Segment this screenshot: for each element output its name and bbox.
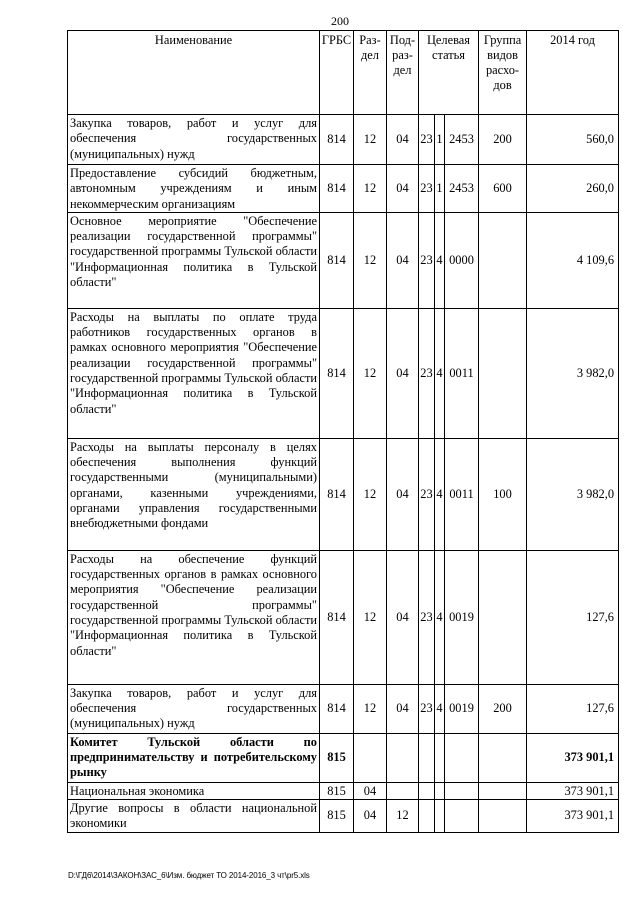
- row-target-3: [445, 800, 479, 833]
- row-amount: 127,6: [527, 684, 619, 733]
- page-number: 200: [331, 14, 349, 28]
- row-subsection: 04: [387, 115, 419, 165]
- row-target-3: 0019: [445, 684, 479, 733]
- header-section: Раз- дел: [354, 31, 387, 115]
- row-amount: 127,6: [527, 550, 619, 684]
- header-year: 2014 год: [527, 31, 619, 115]
- row-section: 12: [354, 165, 387, 213]
- row-section: 04: [354, 800, 387, 833]
- row-amount: 3 982,0: [527, 308, 619, 438]
- row-name: Основное мероприятие "Обеспечение реализации государственной программы" государственной программы Тульской области "Информационная политика в Тульской области": [68, 212, 320, 308]
- row-target-3: [445, 782, 479, 799]
- row-group: [479, 550, 527, 684]
- header-target: Целевая статья: [419, 31, 479, 115]
- row-target-2: 1: [435, 165, 445, 213]
- table-row: [68, 308, 619, 438]
- row-target-2: 1: [435, 115, 445, 165]
- row-grbs: 814: [320, 438, 354, 550]
- row-target-2: [435, 800, 445, 833]
- row-subsection: 04: [387, 165, 419, 213]
- row-group: 200: [479, 684, 527, 733]
- row-target-3: 0019: [445, 550, 479, 684]
- row-subsection: 04: [387, 684, 419, 733]
- row-name: Другие вопросы в области национальной экономики: [68, 800, 320, 833]
- row-group: [479, 733, 527, 782]
- header-subsection: Под- раз- дел: [387, 31, 419, 115]
- row-amount: 373 901,1: [527, 733, 619, 782]
- budget-table: [67, 30, 619, 833]
- row-name: Расходы на выплаты по оплате труда работников государственных органов в рамках основного мероприятия "Обеспечение реализации государственной программы" государственной программы Тульской области "Информационная политика в Тульской области": [68, 308, 320, 438]
- row-target-1: 23: [419, 212, 435, 308]
- row-name: Закупка товаров, работ и услуг для обеспечения государственных (муниципальных) нужд: [68, 115, 320, 165]
- row-target-1: 23: [419, 684, 435, 733]
- row-amount: 560,0: [527, 115, 619, 165]
- row-target-1: 23: [419, 165, 435, 213]
- row-grbs: 814: [320, 308, 354, 438]
- row-subsection: 04: [387, 438, 419, 550]
- row-amount: 373 901,1: [527, 782, 619, 799]
- row-grbs: 814: [320, 165, 354, 213]
- row-name: Национальная экономика: [68, 782, 320, 799]
- row-target-1: 23: [419, 438, 435, 550]
- row-section: 12: [354, 308, 387, 438]
- row-group: 100: [479, 438, 527, 550]
- table-row: [68, 550, 619, 684]
- row-amount: 260,0: [527, 165, 619, 213]
- row-amount: 373 901,1: [527, 800, 619, 833]
- row-target-2: [435, 782, 445, 799]
- row-target-2: 4: [435, 308, 445, 438]
- row-subsection: 04: [387, 550, 419, 684]
- row-name: Закупка товаров, работ и услуг для обеспечения государственных (муниципальных) нужд: [68, 684, 320, 733]
- table-row: [68, 684, 619, 733]
- table-row: [68, 165, 619, 213]
- row-target-2: 4: [435, 438, 445, 550]
- row-grbs: 814: [320, 115, 354, 165]
- row-target-2: 4: [435, 684, 445, 733]
- row-name: Комитет Тульской области по предпринимательству и потребительскому рынку: [68, 733, 320, 782]
- row-group: 200: [479, 115, 527, 165]
- row-group: [479, 308, 527, 438]
- row-target-2: [435, 733, 445, 782]
- row-target-3: 0000: [445, 212, 479, 308]
- header-name: Наименование: [68, 31, 320, 115]
- row-grbs: 814: [320, 550, 354, 684]
- row-target-2: 4: [435, 550, 445, 684]
- row-subsection: 12: [387, 800, 419, 833]
- table-row: [68, 438, 619, 550]
- row-group: [479, 800, 527, 833]
- row-target-1: [419, 800, 435, 833]
- row-target-1: 23: [419, 115, 435, 165]
- row-grbs: 814: [320, 212, 354, 308]
- table-header-row: [68, 31, 619, 115]
- row-subsection: [387, 733, 419, 782]
- row-group: 600: [479, 165, 527, 213]
- row-subsection: 04: [387, 212, 419, 308]
- row-amount: 3 982,0: [527, 438, 619, 550]
- row-target-3: 0011: [445, 438, 479, 550]
- row-group: [479, 212, 527, 308]
- file-path-footer: D:\ГД6\2014\ЗАКОН\ЗАС_6\Изм. бюджет ТО 2014-2016_3 чт\pr5.xls: [68, 871, 310, 880]
- row-target-3: 2453: [445, 165, 479, 213]
- row-target-2: 4: [435, 212, 445, 308]
- row-target-3: [445, 733, 479, 782]
- row-section: [354, 733, 387, 782]
- row-name: Предоставление субсидий бюджетным, автономным учреждениям и иным некоммерческим организациям: [68, 165, 320, 213]
- row-grbs: 814: [320, 684, 354, 733]
- row-subsection: [387, 782, 419, 799]
- row-target-1: 23: [419, 308, 435, 438]
- row-grbs: 815: [320, 733, 354, 782]
- row-grbs: 815: [320, 782, 354, 799]
- row-target-1: [419, 782, 435, 799]
- row-amount: 4 109,6: [527, 212, 619, 308]
- row-group: [479, 782, 527, 799]
- table-row: [68, 733, 619, 782]
- row-target-1: 23: [419, 550, 435, 684]
- row-target-3: 0011: [445, 308, 479, 438]
- row-section: 12: [354, 550, 387, 684]
- table-row: [68, 800, 619, 833]
- row-section: 12: [354, 438, 387, 550]
- header-group: Группа видов расхо- дов: [479, 31, 527, 115]
- table-row: [68, 115, 619, 165]
- row-section: 12: [354, 684, 387, 733]
- row-target-1: [419, 733, 435, 782]
- row-section: 12: [354, 115, 387, 165]
- row-section: 04: [354, 782, 387, 799]
- row-name: Расходы на обеспечение функций государственных органов в рамках основного мероприятия "Обеспечение реализации государственной программы" государственной программы Тульской области "Информационная политика в Тульской области": [68, 550, 320, 684]
- header-grbs: ГРБС: [320, 31, 354, 115]
- table-row: [68, 212, 619, 308]
- row-target-3: 2453: [445, 115, 479, 165]
- row-subsection: 04: [387, 308, 419, 438]
- row-section: 12: [354, 212, 387, 308]
- row-name: Расходы на выплаты персоналу в целях обеспечения выполнения функций государственными (муниципальными) органами, казенными учреждениями, органами управления государственными внебюджетными фондами: [68, 438, 320, 550]
- row-grbs: 815: [320, 800, 354, 833]
- table-row: [68, 782, 619, 799]
